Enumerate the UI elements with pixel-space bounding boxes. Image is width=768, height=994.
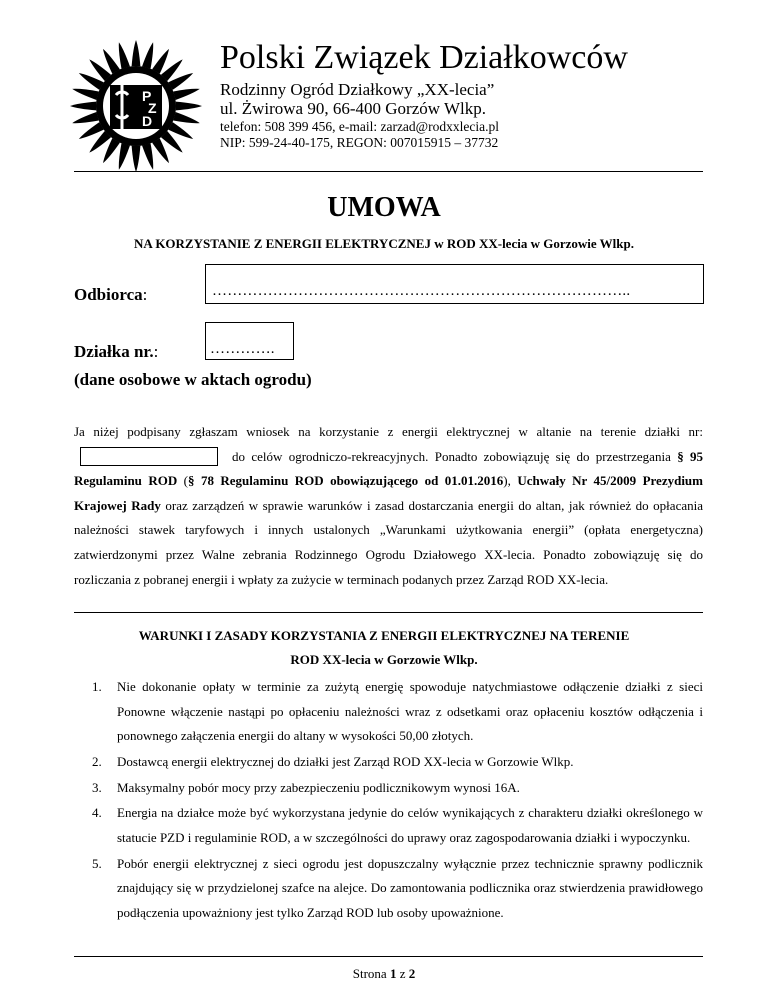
document-subtitle: NA KORZYSTANIE Z ENERGII ELEKTRYCZNEJ w ROD XX-lecia w Gorzowie Wlkp. [134,236,634,251]
conditions-title-line2: ROD XX-lecia w Gorzowie Wlkp. [290,652,478,667]
sun-ray [119,143,130,169]
conditions-list [92,675,703,926]
sun-ray [168,73,193,90]
street-address: ul. Żwirowa 90, 66-400 Gorzów Wlkp. [220,99,486,118]
sun-ray [142,42,153,68]
sun-ray [168,122,193,139]
garden-name: Rodzinny Ogród Działkowy „XX-lecia” [220,80,495,99]
recipient-label: Odbiorca: [74,285,148,304]
sun-ray [103,138,120,163]
declaration-plot-field[interactable] [80,447,218,466]
conditions-title-line1: WARUNKI I ZASADY KORZYSTANIA Z ENERGII ELEKTRYCZNEJ NA TERENIE [138,628,630,643]
sun-ray [173,89,199,100]
sun-ray [103,49,120,74]
sun-ray [176,102,202,111]
pzd-logo [67,37,205,175]
footer-divider [74,956,703,957]
sun-ray [70,102,96,111]
condition-item: 5. Pobór energii elektrycznej z sieci ogrodu jest dopuszczalny wyłącznie przez technicznie sprawny podlicznik znajdujący się w przydzielonej szafce na alejce. Do zamontowania podlicznika oraz stwierdzenia prawidłowego podłączenia upoważniony jest tylko Zarząd ROD lub osoby upoważnione. [92,855,703,920]
condition-item: 1. Nie dokonanie opłaty w terminie za zużytą energię spowoduje natychmiastowe odłączenie działki z sieci Ponowne włączenie nastąpi po opłaceniu należności wraz z odsetkami oraz opłaceniu kosztów odłączenia i ponownego załączenia energii do altany w wysokości 50,00 złotych. [92,679,703,743]
personal-data-note: (dane osobowe w aktach ogrodu) [74,370,312,389]
section-divider [74,612,703,613]
header-divider [74,171,703,172]
tax-identifiers: NIP: 599-24-40-175, REGON: 007015915 – 37732 [220,135,499,150]
logo-letter-z: Z [148,100,157,116]
document-title: UMOWA [327,192,441,223]
contact-phone-email: telefon: 508 399 456, e-mail: zarzad@rodxxlecia.pl [220,119,499,134]
sun-ray [132,146,141,172]
plot-number-label: Działka nr.: [74,342,159,361]
declaration-paragraph: Ja niżej podpisany zgłaszam wniosek na korzystanie z energii elektrycznej w altanie na terenie działki nr:do celów ogrodniczo-rekreacyjnych. Ponadto zobowiązuję się do przestrzegania § 95 Regulaminu ROD (§ 78 Regulaminu ROD obowiązującego od 01.01.2016), Uchwały Nr 45/2009 Prezydium Krajowej Rady oraz zarządzeń w sprawie warunków i zasad dostarczania energii do altan, jak również do opłacania należności stawek taryfowych i innych ustalonych „Warunkami użytkowania energii” (opłata energetyczna) zatwierdzonymi przez Walne zebrania Rodzinnego Ogrodu Działowego XX-lecia. Ponadto zobowiązuję się do rozliczania z pobranej energii i wpłaty za zużycie w terminach podanych przez Zarząd ROD XX-lecia. [74,424,704,587]
logo-letter-p: P [142,88,152,104]
sun-ray [132,40,141,66]
sun-ray [173,112,199,123]
sun-ray [152,49,169,74]
condition-item: 3. Maksymalny pobór mocy przy zabezpieczeniu podlicznikowym wynosi 16A. [92,779,520,795]
sun-ray [152,138,169,163]
recipient-dots: ……………………………………………………………………….. [212,283,631,299]
sun-ray [142,143,153,169]
page-number: Strona 1 z 2 [352,966,416,981]
organization-name: Polski Związek Działkowców [220,39,628,76]
sun-ray [72,112,98,123]
sun-ray [119,42,130,68]
sun-ray [79,73,104,90]
plot-number-dots: …………. [210,341,275,357]
logo-letter-d: D [142,113,153,129]
condition-item: 4. Energia na działce może być wykorzystana jedynie do celów wynikających z charakteru działki określonego w statucie PZD i regulaminie ROD, a w szczególności do uprawy oraz zagospodarowania działki i wypoczynku. [92,805,703,845]
sun-ray [79,122,104,139]
condition-item: 2. Dostawcą energii elektrycznej do działki jest Zarząd ROD XX-lecia w Gorzowie Wlkp. [92,753,574,769]
sun-ray [72,89,98,100]
